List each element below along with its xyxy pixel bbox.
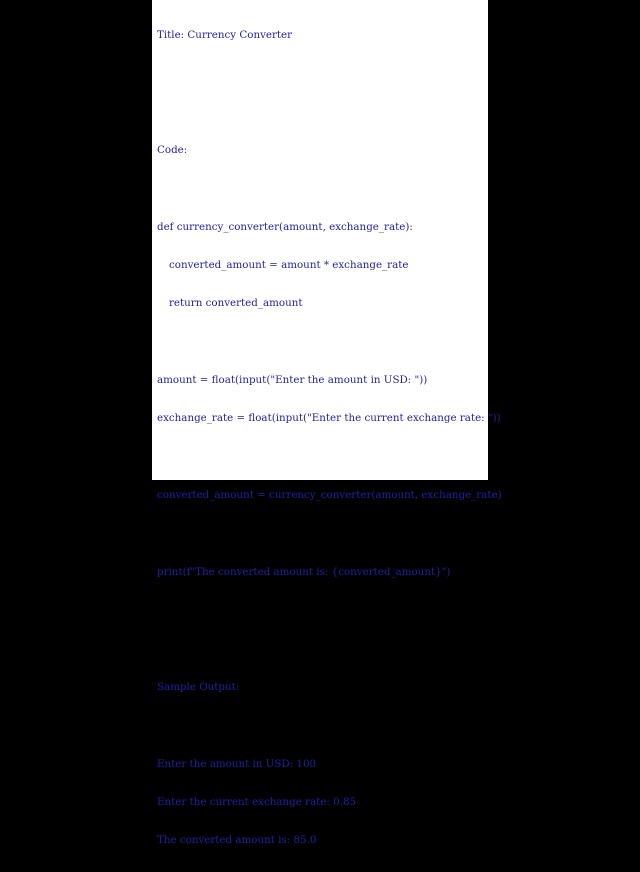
output-line: The converted amount is: 85.0: [157, 834, 317, 847]
output-line: Enter the amount in USD: 100: [157, 757, 317, 770]
document-page: [152, 0, 502, 847]
code-line-body2: return converted_amount: [169, 297, 303, 310]
code-line-body1: converted_amount = amount * exchange_rate: [169, 259, 409, 272]
document-text: [157, 4, 502, 872]
code-line-def: def currency_converter(amount, exchange_rate):: [157, 220, 413, 233]
code-line-print: print(f"The converted amount is: {converted_amount}"): [157, 565, 451, 578]
output-label: Sample Output:: [157, 680, 240, 693]
code-line-amount: amount = float(input("Enter the amount in USD: ")): [157, 374, 428, 387]
output-line: Enter the current exchange rate: 0.85: [157, 795, 357, 808]
code-label: Code:: [157, 144, 188, 157]
code-line-rate: exchange_rate = float(input("Enter the current exchange rate: ")): [157, 412, 501, 425]
title: Title: Currency Converter: [157, 29, 293, 41]
code-line-call: converted_amount = currency_converter(amount, exchange_rate): [157, 489, 502, 502]
